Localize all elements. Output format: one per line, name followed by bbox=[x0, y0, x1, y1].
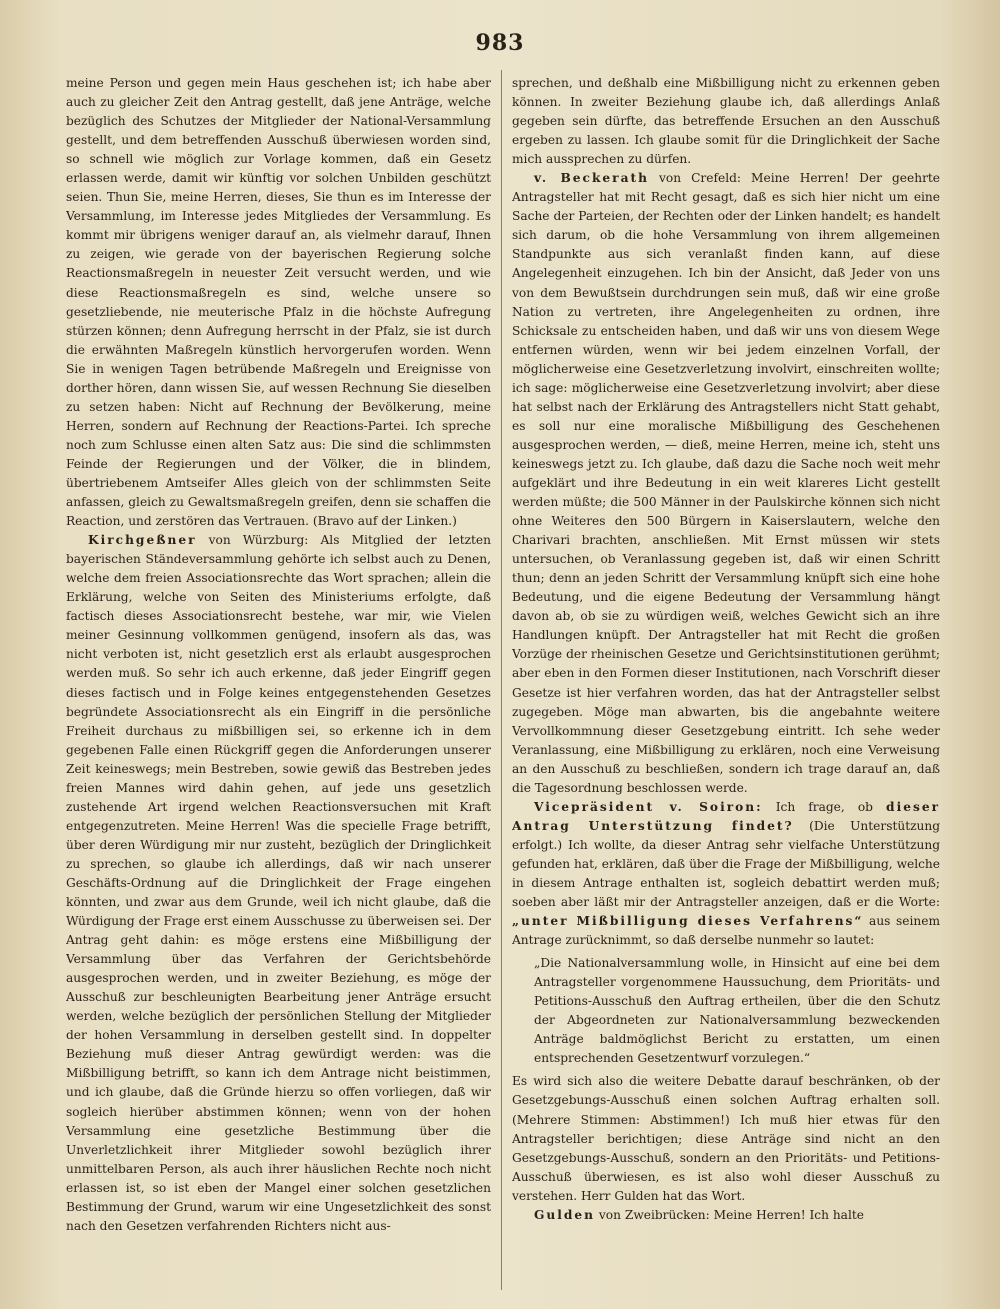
speech-text: von Würzburg: Als Mitglied der letzten bayerischen Ständeversammlung gehörte ich selbst auch zu Denen, welche dem freien Associationsrechte das Wort sprachen; allein die Erklärung, welche von Seiten des Ministeriums erfolgte, daß factisch dieses Associationsrecht bestehe, war mir, wie Vielen meiner Gesinnung vollkommen genügend, insofern als das, was nicht verboten ist, nicht gesetzlich erst als erlaubt ausgesprochen werden muß. So sehr ich auch erkenne, daß jeder Eingriff gegen dieses factisch und in Folge keines entgegenstehenden Gesetzes begründete Associationsrecht als ein Eingriff in die persönliche Freiheit durchaus zu mißbilligen sei, so erkenne ich in dem gegebenen Falle einen Rückgriff gegen die Anforderungen unserer Zeit keineswegs; mein Bestreben, sowie gewiß das Bestreben jedes freien Mannes wird dahin gehen, auf jede uns gesetzlich zustehende Art irgend welchen Reactionsversuchen mit Kraft entgegenzutreten. Meine Herren! Was die specielle Frage betrifft, über deren Würdigung mir nur zusteht, bezüglich der Dringlichkeit zu sprechen, so glaube ich allerdings, daß wir nach unserer Geschäfts-Ordnung auf die Dringlichkeit der Frage eingehen könnten, und zwar aus dem Grunde, weil ich nicht glaube, daß die Würdigung der Frage erst einem Ausschusse zu überweisen sei. Der Antrag geht dahin: es möge erstens eine Mißbilligung der Versammlung über das Verfahren der Gerichtsbehörde ausgesprochen werden, und in zweiter Beziehung, es möge der Ausschuß zur beschleunigten Bearbeitung jener Anträge ersucht werden, welche bezüglich der persönlichen Stellung der Mitglieder der hohen Versammlung in derselben gestellt sind. In doppelter Beziehung muß dieser Antrag gewürdigt werden: was die Mißbilligung betrifft, so kann ich dem Antrage nicht beistimmen, und ich glaube, daß die Gründe hierzu so offen vorliegen, daß wir sogleich hierüber abstimmen können; wenn von der hohen Versammlung eine gesetzliche Bestimmung über die Unverletzlichkeit ihrer Mitglieder sowohl bezüglich ihrer unmittelbaren Person, als auch ihrer häuslichen Rechte noch nicht erlassen ist, so ist eben der Mangel einer solchen gesetzlichen Bestimmung der Grund, warum wir eine Ungesetzlichkeit des sonst nach den Gesetzen verfahrenden Richters nicht aus- bbox=[66, 533, 491, 1233]
paragraph-continued: sprechen, und deßhalb eine Mißbilligung nicht zu erkennen geben können. In zweiter Beziehung glaube ich, daß allerdings Anlaß gegeben sein dürfte, das betreffende Ersuchen an den Ausschuß ergeben zu lassen. Ich glaube somit für die Dringlichkeit der Sache mich aussprechen zu dürfen. bbox=[512, 76, 940, 167]
speaker-name: Vicepräsident v. Soiron: bbox=[534, 799, 763, 814]
speech-text: (Die Unterstützung erfolgt.) Ich wollte, da dieser Antrag sehr vielfache Unterstützung gefunden hat, erklären, daß über die Frage der Mißbilligung, welche in diesem Antrage enthalten ist, sogleich debattirt werden muß; soeben aber läßt mir der Antragsteller anzeigen, daß er die Worte: bbox=[512, 818, 940, 910]
paragraph-gulden bbox=[512, 1206, 940, 1225]
paragraph-soiron bbox=[512, 798, 940, 950]
paragraph-continued: meine Person und gegen mein Haus geschehen ist; ich habe aber auch zu gleicher Zeit den Antrag gestellt, daß jene Anträge, welche bezüglich des Schutzes der Mitglieder der National-Versammlung gestellt, und dem betreffenden Ausschuß überwiesen worden sind, so schnell wie möglich zur Vorlage kommen, daß ein Gesetz erlassen werde, damit wir künftig vor solchen Unbilden geschützt seien. Thun Sie, meine Herren, dieses, Sie thun es im Interesse der Versammlung, im Interesse jedes Mitgliedes der Versammlung. Es kommt mir übrigens weniger darauf an, als vielmehr darauf, Ihnen zu zeigen, wie gerade von der bayerischen Regierung solche Reactionsmaßregeln in neuester Zeit versucht werden, und wie diese Reactionsmaßregeln es sind, welche unsere so gesetzliebende, nie meuterische Pfalz in die höchste Aufregung stürzen können; denn Aufregung herrscht in der Pfalz, sie ist durch die erwähnten Maßregeln künstlich hervorgerufen worden. Wenn Sie in wenigen Tagen betrübende Maßregeln und Ereignisse von dorther hören, dann wissen Sie, auf wessen Rechnung Sie dieselben zu setzen haben: Nicht auf Rechnung der Bevölkerung, meine Herren, sondern auf Rechnung der Reactions-Partei. Ich spreche noch zum Schlusse einen alten Satz aus: Die sind die schlimmsten Feinde der Regierungen und der Völker, die in blindem, übertriebenem Amtseifer Alles gleich von der schlimmsten Seite anfassen, gleich zu Gewaltsmaßregeln greifen, denn sie schaffen die Reaction, und zerstören das Vertrauen. (Bravo auf der Linken.) bbox=[66, 76, 491, 529]
paragraph-kirchgessner bbox=[66, 531, 491, 1236]
speech-text: Ich frage, ob bbox=[775, 799, 873, 814]
paragraph-soiron-continued: Es wird sich also die weitere Debatte darauf beschränken, ob der Gesetzgebungs-Ausschuß einen solchen Auftrag erhalten soll. (Mehrere Stimmen: Abstimmen!) Ich muß hier etwas für den Antragsteller berichtigen; diese Anträge sind nicht an den Gesetzgebungs-Ausschuß, sondern an den Prioritäts- und Petitions-Ausschuß überwiesen, es ist also wohl dieser Ausschuß zu verstehen. Herr Gulden hat das Wort. bbox=[512, 1074, 940, 1203]
column-divider bbox=[501, 70, 502, 1290]
speaker-name: Kirchgeßner bbox=[88, 533, 197, 548]
spaced-phrase: „unter Mißbilligung dieses Verfahrens“ bbox=[512, 914, 864, 929]
page-number: 983 bbox=[475, 30, 525, 56]
right-column bbox=[512, 74, 940, 1289]
quoted-motion: „Die Nationalversammlung wolle, in Hinsicht auf eine bei dem Antragsteller vorgenommene Haussuchung, dem Prioritäts- und Petitions-Ausschuß den Auftrag ertheilen, über die den Schutz der Abgeordneten zur Nationalversammlung bezweckenden Anträge baldmöglichst Bericht zu erstatten, um einen entsprechenden Gesetzentwurf vorzulegen.“ bbox=[534, 956, 940, 1066]
speaker-name: Gulden bbox=[534, 1207, 596, 1222]
speech-text: aus seinem Antrage zurücknimmt, so daß derselbe nunmehr so lautet: bbox=[512, 914, 940, 948]
speech-text: von Crefeld: Meine Herren! Der geehrte Antragsteller hat mit Recht gesagt, daß es sich hier nicht um eine Sache der Parteien, der Rechten oder der Linken handelt; es handelt sich darum, ob die hohe Versammlung von ihrem allgemeinen Standpunkte aus sich veranlaßt finden kann, auf diese Angelegenheit einzugehen. Ich bin der Ansicht, daß Jeder von uns von dem Bewußtsein durchdrungen sein muß, daß wir eine große Nation zu vertreten, ihre Angelegenheiten zu ordnen, ihre Schicksale zu entscheiden haben, und daß wir uns von diesem Wege entfernen würden, wenn wir bei jedem einzelnen Vorfall, der möglicherweise eine Gesetzverletzung involvirt, einschreiten wollte; ich sage: möglicherweise eine Gesetzverletzung involvirt; aber diese hat selbst nach der Erklärung des Antragstellers nicht Statt gehabt, es soll nur eine moralische Mißbilligung des Geschehenen ausgesprochen werden, — dieß, meine Herren, meine ich, steht uns keineswegs jetzt zu. Ich glaube, daß dazu die Sache noch weit mehr aufgeklärt und ihre Bedeutung in ein weit klareres Licht gestellt werden müßte; die 500 Männer in der Paulskirche können sich nicht ohne Weiteres den 500 Bürgern in Kaiserslautern, welche den Charivari brachten, anschließen. Mit Ernst müssen wir stets untersuchen, ob Veranlassung gegeben ist, daß wir einen Schritt thun; denn an jeden Schritt der Versammlung knüpft sich eine hohe Bedeutung, und die eigene Bedeutung der Versammlung hängt davon ab, ob sie zu würdigen weiß, welches Gewicht sich an ihre Handlungen knüpft. Der Antragsteller hat mit Recht die großen Vorzüge der rheinischen Gesetze und Gerichtsinstitutionen gerühmt; aber eben in den Formen dieser Institutionen, nach Vorschrift dieser Gesetze ist hier verfahren worden, das hat der Antragsteller selbst zugegeben. Möge man abwarten, bis die angebahnte weitere Vervollkommnung dieser Gesetzgebung eintritt. Ich sehe weder Veranlassung, eine Mißbilligung zu erklären, noch eine Verweisung an den Ausschuß zu beschließen, sondern ich trage darauf an, daß die Tagesordnung beschlossen werde. bbox=[512, 171, 940, 795]
spaced-phrase: dieser Antrag Unterstützung findet? bbox=[512, 799, 940, 833]
speech-text: von Zweibrücken: Meine Herren! Ich halte bbox=[598, 1207, 864, 1222]
left-column bbox=[66, 74, 491, 1289]
paragraph-beckerath bbox=[512, 169, 940, 798]
speaker-name: v. Beckerath bbox=[534, 171, 649, 186]
